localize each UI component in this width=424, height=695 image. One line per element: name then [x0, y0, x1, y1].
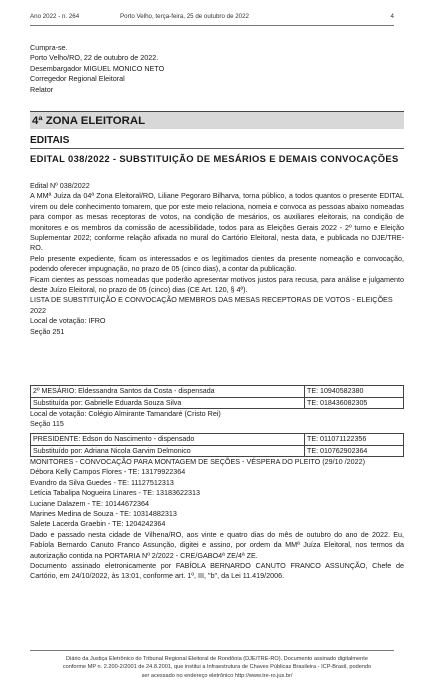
- zone-title: 4ª ZONA ELEITORAL: [30, 111, 404, 129]
- edital-title: EDITAL 038/2022 - SUBSTITUIÇÃO DE MESÁRIOS E DEMAIS CONVOCAÇÕES: [30, 153, 399, 164]
- signature-line: Desembargador MIGUEL MONICO NETO: [30, 63, 165, 73]
- table-row: [31, 434, 404, 446]
- signature-line: Porto Velho/RO, 22 de outubro de 2022.: [30, 53, 159, 63]
- section-2-info: [30, 409, 404, 430]
- notice-paragraph-2: Ficam cientes as pessoas nomeadas que poderão apresentar motivos justos para recusa, para análise e julgamento deste Juízo Eleitoral, no prazo de 05 (cinco) dias (CE Art. 120, § 4º).: [30, 274, 404, 295]
- section-title: EDITAIS: [30, 134, 404, 149]
- header-rule: [30, 25, 394, 26]
- page-header: [30, 13, 394, 23]
- monitor-item: Salete Lacerda Graebin - TE: 1204242364: [30, 519, 166, 529]
- edital-number: Edital Nº 038/2022: [30, 181, 90, 190]
- monitor-item: Marines Medina de Souza - TE: 10314882313: [30, 509, 177, 519]
- section-1-table: [30, 385, 404, 409]
- footer-line: conforme MP n. 2.200-2/2001 de 24.8.2001, que institui a Infraestrutura de Chaves Públicas Brasileira - ICP-Brasil, podendo: [62, 664, 372, 671]
- section-1-location: Local de votação: IFRO: [30, 316, 106, 326]
- header-edition: Ano 2022 - n. 264: [30, 13, 80, 20]
- monitor-item: Evandro da Silva Guedes - TE: 11127512313: [30, 477, 174, 487]
- table-cell: 2º MESÁRIO: Eldessandra Santos da Costa - dispensada: [31, 386, 305, 398]
- section-1-number: Seção 251: [30, 326, 65, 336]
- table-cell: TE: 018436082305: [305, 397, 404, 409]
- section-2-table: [30, 433, 404, 457]
- table-cell: TE: 011071122356: [305, 434, 404, 446]
- table-cell: TE: 010762902364: [305, 445, 404, 457]
- table-row: [31, 386, 404, 398]
- signature-line: Relator: [30, 84, 54, 94]
- signature-line: Cumpra-se.: [30, 43, 68, 52]
- edital-body: [30, 181, 404, 337]
- footer-rule: [30, 650, 394, 651]
- header-page-number: 4: [390, 13, 394, 20]
- section-2-location: Local de votação: Colégio Almirante Tamandaré (Cristo Rei): [30, 409, 221, 418]
- list-title: LISTA DE SUBSTITUIÇÃO E CONVOCAÇÃO MEMBROS DAS MESAS RECEPTORAS DE VOTOS - ELEIÇÕES 2022: [30, 295, 393, 315]
- header-date: Porto Velho, terça-feira, 25 de outubro de 2022: [120, 13, 249, 20]
- signature-line: Corregedor Regional Eleitoral: [30, 74, 125, 84]
- page-footer: [30, 655, 404, 680]
- closing-paragraph: Dado e passado nesta cidade de Vilhena/RO, aos vinte e quatro dias do mês de outubro do ano de 2022. Eu, Fabíola Bernardo Canuto Franco Assunção, digitei e assino, por ordem da MMª Juíza Eleitoral, nos termos da autorização contida na PORTARIA Nº 2/2022 - CRE/GABO4ª ZE/4ª ZE.: [30, 529, 404, 560]
- footer-line: ser acessado no endereço eletrônico http://www.tre-ro.jus.br/: [141, 672, 293, 679]
- monitors-block: [30, 457, 404, 582]
- table-row: [31, 445, 404, 457]
- monitor-item: Débora Kelly Campos Flores - TE: 13179922364: [30, 467, 186, 477]
- table-cell: Substituída por: Gabrielle Eduarda Souza Silva: [31, 397, 305, 409]
- monitor-item: Luciane Dalazem - TE: 10144672364: [30, 498, 149, 508]
- section-2-number: Seção 115: [30, 419, 64, 429]
- monitors-title: MONITORES - CONVOCAÇÃO PARA MONTAGEM DE SEÇÕES - VÉSPERA DO PLEITO (29/10 /2022): [30, 457, 365, 466]
- footer-line: Diário da Justiça Eletrônico do Tribunal Regional Eleitoral de Rondônia (DJE/TRE-RO). Documento assinado digitalmente: [66, 656, 368, 662]
- table-row: [31, 397, 404, 409]
- table-cell: TE: 10940582380: [305, 386, 404, 398]
- notice-paragraph: Pelo presente expediente, ficam os interessados e os legitimados cientes da presente nomeação e convocação, podendo oferecer impugnação, no prazo de 05 (cinco dias), a contar da publicação.: [30, 253, 404, 274]
- table-cell: PRESIDENTE: Edson do Nascimento - dispensado: [31, 434, 305, 446]
- table-cell: Substituído por: Adriana Nicola Garvim Delmonico: [31, 445, 305, 457]
- electronic-signature: Documento assinado eletronicamente por FABÍOLA BERNARDO CANUTO FRANCO ASSUNÇÃO, Chefe de Cartório, em 24/10/2022, às 13:01, conforme art. 1º, III, "b", da Lei 11.419/2006.: [30, 561, 404, 581]
- intro-paragraph: A MMª Juíza da 04ª Zona Eleitoral/RO, Liliane Pegoraro Bilharva, torna público, a todos quantos o presente EDITAL virem ou dele conhecimento tomarem, que por este meio relaciona, nomeia e convoca as pessoas abaixo nomeadas para compor as mesas receptoras de votos, na condição de mesários, os auxiliares eleitorais, na condição de monitores e os membros da comissão de acessibilidade, todos para as Eleições Gerais 2022 - 2º turno e Eleição Suplementar 2022; conforme relação afixada no mural do Cartório Eleitoral, nesta data, e publicada no DJE/TRE-RO.: [30, 191, 404, 253]
- signature-block: [30, 43, 404, 95]
- monitor-item: Letícia Tabalipa Nogueira Linares - TE: 13183622313: [30, 488, 200, 498]
